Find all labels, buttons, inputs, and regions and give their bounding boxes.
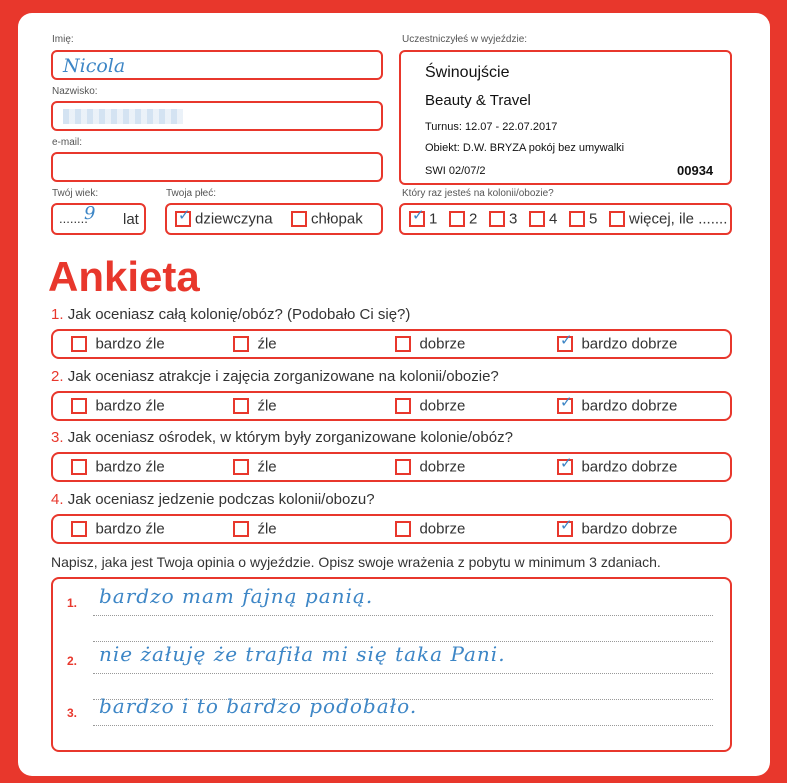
q4-dobrze-checkbox[interactable] bbox=[395, 521, 411, 537]
rating-row-2: bardzo źle źle dobrze ✓ bardzo dobrze bbox=[51, 391, 732, 421]
opinion-line-1: bardzo mam fajną panią. bbox=[99, 584, 374, 608]
q4-bardzo-zle-checkbox[interactable] bbox=[71, 521, 87, 537]
ktory-raz-checkbox-1[interactable]: ✓ bbox=[409, 211, 425, 227]
wiek-label: Twój wiek: bbox=[52, 188, 99, 199]
wiek-unit: lat bbox=[123, 211, 139, 228]
plec-checkbox-chlopak[interactable] bbox=[291, 211, 307, 227]
nazwisko-field[interactable] bbox=[51, 101, 383, 131]
wiek-dots-left: ........ bbox=[59, 211, 88, 226]
turnus-value: 12.07 - 22.07.2017 bbox=[464, 121, 558, 133]
opinion-prompt: Napisz, jaka jest Twoja opinia o wyjeździe. Opisz swoje wrażenia z pobytu w minimum 3 zdaniach. bbox=[51, 554, 661, 570]
opinion-line-2: nie żałuję że trafiła mi się taka Pani. bbox=[99, 642, 506, 666]
q3-bardzo-zle-checkbox[interactable] bbox=[71, 459, 87, 475]
ktory-raz-checkbox-3[interactable] bbox=[489, 211, 505, 227]
ktory-raz-field bbox=[399, 203, 732, 235]
ktory-raz-label: Który raz jesteś na kolonii/obozie? bbox=[402, 188, 554, 199]
email-label: e-mail: bbox=[52, 137, 83, 148]
trip-destination: Świnoujście bbox=[425, 64, 510, 81]
nazwisko-label: Nazwisko: bbox=[52, 86, 98, 97]
survey-sheet bbox=[18, 13, 770, 776]
opinion-box[interactable] bbox=[51, 577, 732, 752]
obiekt-value: D.W. BRYZA pokój bez umywalki bbox=[462, 142, 625, 154]
q1-bardzo-dobrze-checkbox[interactable]: ✓ bbox=[557, 336, 573, 352]
ktory-raz-option-3: 3 bbox=[509, 210, 518, 228]
rating-row-3: bardzo źle źle dobrze ✓ bardzo dobrze bbox=[51, 452, 732, 482]
q3-zle-checkbox[interactable] bbox=[233, 459, 249, 475]
question-4: 4. Jak oceniasz jedzenie podczas kolonii/obozu? bbox=[51, 491, 375, 508]
trip-label: Uczestniczyłeś w wyjeździe: bbox=[402, 34, 528, 45]
q2-zle-checkbox[interactable] bbox=[233, 398, 249, 414]
blurred-name bbox=[63, 109, 183, 124]
opinion-line-num-2: 2. bbox=[67, 654, 78, 668]
plec-checkbox-dziewczyna[interactable]: ✓ bbox=[175, 211, 191, 227]
trip-box bbox=[399, 50, 732, 185]
imie-field[interactable] bbox=[51, 50, 383, 80]
q1-dobrze-checkbox[interactable] bbox=[395, 336, 411, 352]
plec-option-dziewczyna: dziewczyna bbox=[195, 210, 273, 228]
survey-title: Ankieta bbox=[48, 253, 200, 300]
plec-field bbox=[165, 203, 383, 235]
imie-label: Imię: bbox=[52, 34, 74, 45]
opinion-line-num-1: 1. bbox=[67, 596, 78, 610]
opinion-line-num-3: 3. bbox=[67, 706, 78, 720]
ktory-raz-checkbox-5[interactable] bbox=[569, 211, 585, 227]
question-3: 3. Jak oceniasz ośrodek, w którym były zorganizowane kolonie/obóz? bbox=[51, 429, 513, 446]
ktory-raz-option-1: 1 bbox=[429, 210, 438, 228]
ktory-raz-checkbox-4[interactable] bbox=[529, 211, 545, 227]
ktory-raz-checkbox-wiecej[interactable] bbox=[609, 211, 625, 227]
q2-bardzo-zle-checkbox[interactable] bbox=[71, 398, 87, 414]
opinion-rule-1 bbox=[93, 615, 713, 616]
wiek-value: 9 bbox=[84, 203, 96, 224]
question-2: 2. Jak oceniasz atrakcje i zajęcia zorganizowane na kolonii/obozie? bbox=[51, 368, 499, 385]
plec-label: Twoja płeć: bbox=[166, 188, 217, 199]
q1-bardzo-zle-checkbox[interactable] bbox=[71, 336, 87, 352]
opinion-rule-3 bbox=[93, 725, 713, 726]
obiekt-label: Obiekt: bbox=[425, 142, 460, 154]
q2-dobrze-checkbox[interactable] bbox=[395, 398, 411, 414]
email-field[interactable] bbox=[51, 152, 383, 182]
wiek-field[interactable] bbox=[51, 203, 146, 235]
opinion-rule-2 bbox=[93, 673, 713, 674]
q3-dobrze-checkbox[interactable] bbox=[395, 459, 411, 475]
ktory-raz-option-4: 4 bbox=[549, 210, 558, 228]
q1-zle-checkbox[interactable] bbox=[233, 336, 249, 352]
trip-code: SWI 02/07/2 bbox=[425, 165, 486, 177]
q3-bardzo-dobrze-checkbox[interactable]: ✓ bbox=[557, 459, 573, 475]
ktory-raz-option-5: 5 bbox=[589, 210, 598, 228]
ktory-raz-option-2: 2 bbox=[469, 210, 478, 228]
ktory-raz-option-wiecej: więcej, ile ....... bbox=[629, 210, 728, 228]
opinion-line-3: bardzo i to bardzo podobało. bbox=[99, 694, 418, 718]
imie-value: Nicola bbox=[63, 55, 126, 77]
question-1: 1. Jak oceniasz całą kolonię/obóz? (Podobało Ci się?) bbox=[51, 306, 411, 323]
turnus-label: Turnus: bbox=[425, 121, 462, 133]
trip-number: 00934 bbox=[677, 163, 714, 178]
q2-bardzo-dobrze-checkbox[interactable]: ✓ bbox=[557, 398, 573, 414]
rating-row-4: bardzo źle źle dobrze ✓ bardzo dobrze bbox=[51, 514, 732, 544]
q4-zle-checkbox[interactable] bbox=[233, 521, 249, 537]
q4-bardzo-dobrze-checkbox[interactable]: ✓ bbox=[557, 521, 573, 537]
plec-option-chlopak: chłopak bbox=[311, 210, 363, 228]
rating-row-1: bardzo źle źle dobrze ✓ bardzo dobrze bbox=[51, 329, 732, 359]
trip-agency: Beauty & Travel bbox=[425, 92, 531, 109]
ktory-raz-checkbox-2[interactable] bbox=[449, 211, 465, 227]
